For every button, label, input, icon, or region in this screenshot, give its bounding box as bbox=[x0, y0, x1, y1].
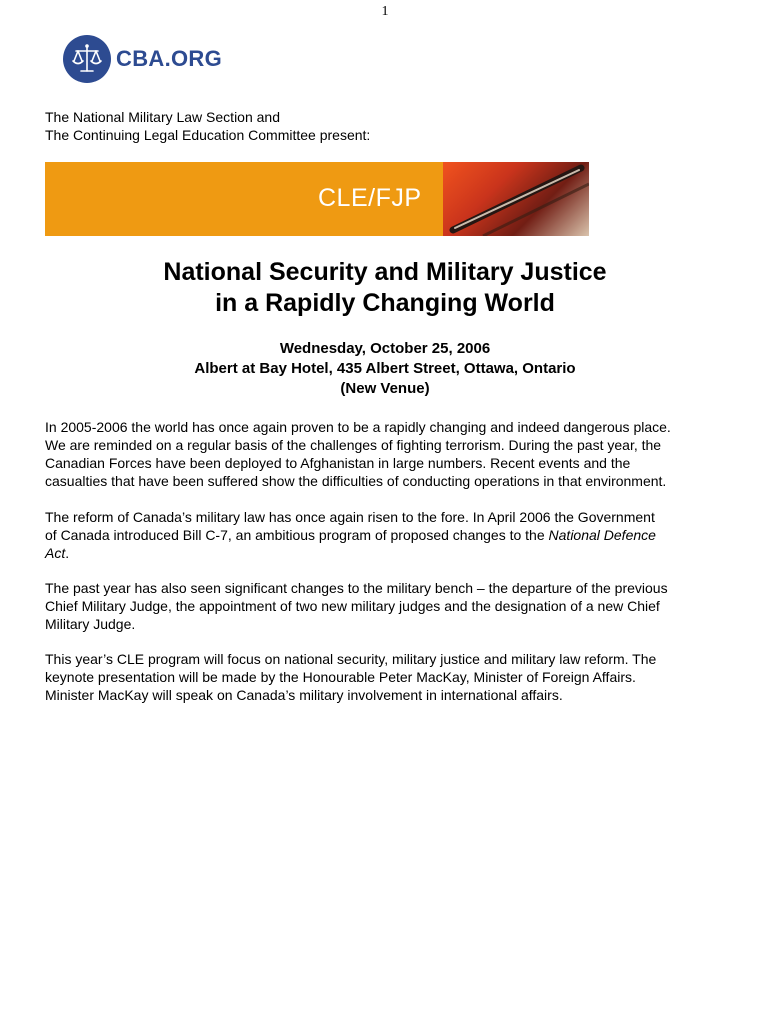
paragraph-line bbox=[45, 544, 735, 562]
page-number: 1 bbox=[381, 4, 389, 19]
paragraph-line: This year’s CLE program will focus on national security, military justice and military law reform. The bbox=[45, 651, 657, 667]
paragraph-line: casualties that have been suffered show the difficulties of conducting operations in that environment. bbox=[45, 473, 667, 489]
title-line: in a Rapidly Changing World bbox=[215, 289, 555, 317]
cba-logo[interactable] bbox=[63, 35, 222, 83]
paragraph-text: . bbox=[65, 545, 70, 561]
paragraph-line: Minister MacKay will speak on Canada’s military involvement in international affairs. bbox=[45, 687, 563, 703]
paragraph-line: The past year has also seen significant changes to the military bench – the departure of the previous bbox=[45, 580, 668, 596]
intro-line: The National Military Law Section and bbox=[45, 109, 281, 125]
paragraph-line: We are reminded on a regular basis of the challenges of fighting terrorism. During the past year, the bbox=[45, 437, 662, 453]
event-note: (New Venue) bbox=[340, 380, 430, 397]
paragraph bbox=[45, 650, 735, 704]
scales-of-justice-icon bbox=[63, 35, 111, 83]
paragraph bbox=[45, 508, 735, 562]
paragraph-line: The reform of Canada’s military law has once again risen to the fore. In April 2006 the Government bbox=[45, 509, 655, 525]
title-line: National Security and Military Justice bbox=[163, 258, 607, 286]
intro-text bbox=[45, 108, 370, 144]
paragraph-line: In 2005-2006 the world has once again proven to be a rapidly changing and indeed dangerous place. bbox=[45, 419, 671, 435]
paragraph-line: Military Judge. bbox=[45, 616, 136, 632]
cle-banner bbox=[45, 162, 589, 236]
act-title-italic: Act bbox=[45, 545, 66, 561]
paragraph-line bbox=[45, 526, 735, 544]
banner-label: CLE/FJP bbox=[318, 184, 422, 212]
event-details bbox=[0, 339, 770, 399]
paragraph-text: of Canada introduced Bill C-7, an ambitious program of proposed changes to the bbox=[45, 527, 549, 543]
logo-text: CBA.ORG bbox=[116, 46, 222, 71]
intro-line: The Continuing Legal Education Committee present: bbox=[45, 127, 371, 143]
event-location: Albert at Bay Hotel, 435 Albert Street, Ottawa, Ontario bbox=[194, 360, 576, 377]
paragraph-line: Canadian Forces have been deployed to Afghanistan in large numbers. Recent events and the bbox=[45, 455, 631, 471]
paragraph bbox=[45, 418, 735, 490]
banner-pen-image bbox=[443, 162, 589, 236]
paragraph-line: Chief Military Judge, the appointment of two new military judges and the designation of a new Chief bbox=[45, 598, 660, 614]
paragraph-line: keynote presentation will be made by the Honourable Peter MacKay, Minister of Foreign Affairs. bbox=[45, 669, 636, 685]
event-date: Wednesday, October 25, 2006 bbox=[279, 340, 491, 357]
paragraph bbox=[45, 579, 735, 633]
act-title-italic: National Defence bbox=[548, 527, 656, 543]
page-title bbox=[0, 257, 770, 319]
